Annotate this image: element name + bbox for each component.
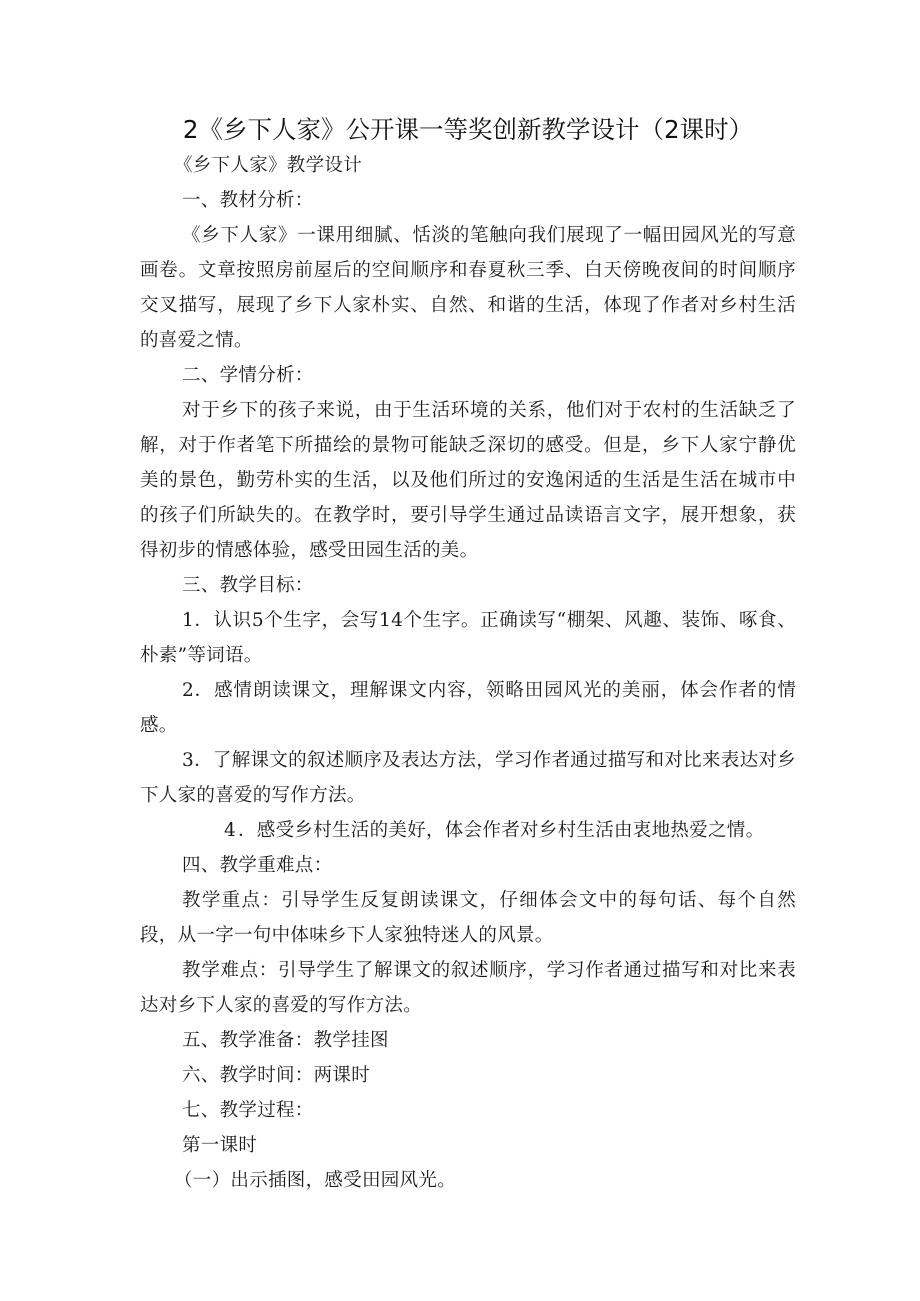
section-heading-process: 七、教学过程：: [182, 1100, 314, 1121]
document-body: [140, 148, 796, 1198]
section-time: 六、教学时间：两课时: [182, 1065, 371, 1086]
step-heading-1: （一）出示插图，感受田园风光。: [174, 1170, 457, 1191]
goal-item-4-number: 4: [224, 820, 237, 841]
goal-item-4: [140, 813, 796, 848]
section-heading-teaching-goals: 三、教学目标：: [182, 575, 314, 596]
goal-item-2: 2．感情朗读课文，理解课文内容，领略田园风光的美丽，体会作者的情感。: [140, 680, 796, 736]
section-heading-student-analysis: 二、学情分析：: [182, 365, 314, 386]
document-title: 2《乡下人家》公开课一等奖创新教学设计（2课时）: [182, 115, 754, 144]
section-heading-textbook-analysis: 一、教材分析：: [182, 190, 314, 211]
paragraph-difficulty: 教学难点：引导学生了解课文的叙述顺序，学习作者通过描写和对比来表达对乡下人家的喜爱的写作方法。: [140, 960, 796, 1016]
goal-item-1: 1．认识5个生字，会写14个生字。正确读写“棚架、风趣、装饰、啄食、朴素”等词语。: [140, 610, 796, 666]
section-preparation: 五、教学准备：教学挂图: [182, 1030, 389, 1051]
paragraph-student-analysis: 对于乡下的孩子来说，由于生活环境的关系，他们对于农村的生活缺乏了解，对于作者笔下所描绘的景物可能缺乏深切的感受。但是，乡下人家宁静优美的景色，勤劳朴实的生活，以及他们所过的安逸闲适的生活是生活在城市中的孩子们所缺失的。在教学时，要引导学生通过品读语言文字，展开想象，获得初步的情感体验，感受田园生活的美。: [140, 400, 796, 561]
lesson-heading-first: 第一课时: [182, 1135, 258, 1156]
paragraph-textbook-analysis: 《乡下人家》一课用细腻、恬淡的笔触向我们展现了一幅田园风光的写意画卷。文章按照房前屋后的空间顺序和春夏秋三季、白天傍晚夜间的时间顺序交叉描写，展现了乡下人家朴实、自然、和谐的生活，体现了作者对乡村生活的喜爱之情。: [140, 225, 796, 351]
paragraph-key-point: 教学重点：引导学生反复朗读课文，仔细体会文中的每句话、每个自然段，从一字一句中体味乡下人家独特迷人的风景。: [140, 890, 796, 946]
goal-item-3: 3．了解课文的叙述顺序及表达方法，学习作者通过描写和对比来表达对乡下人家的喜爱的写作方法。: [140, 750, 796, 806]
document-subtitle: 《乡下人家》教学设计: [174, 155, 363, 176]
goal-item-4-text: ．感受乡村生活的美好，体会作者对乡村生活由衷地热爱之情。: [238, 820, 765, 841]
section-heading-key-points: 四、教学重难点：: [182, 855, 333, 876]
